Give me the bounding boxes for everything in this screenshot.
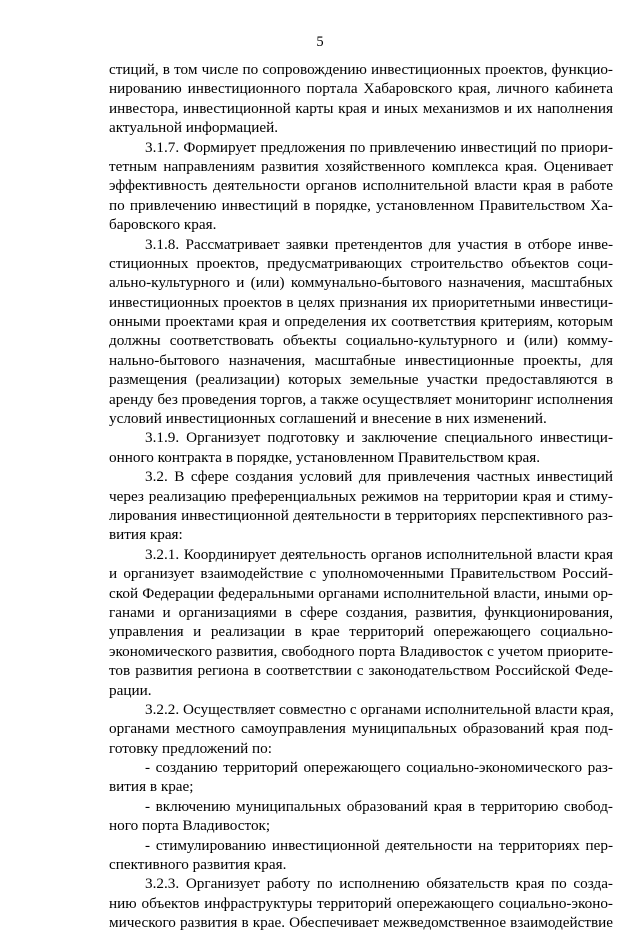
text-line: эффективность деятельности органов исполнительной власти края в работе (109, 177, 613, 195)
text-line: инвестора, инвестиционной карты края и иных механизмов и их наполнения (109, 99, 613, 117)
text-line: готовку предложений по: (109, 739, 272, 757)
text-line: рации. (109, 681, 152, 699)
text-line: управления и реализации в крае территорий опережающего социально- (109, 623, 613, 641)
text-line: ного порта Владивосток; (109, 817, 271, 835)
text-line: ской Федерации федеральными органами исполнительной власти, иными ор- (109, 584, 613, 602)
text-line: баровского края. (109, 216, 217, 234)
text-line: условий инвестиционных соглашений и внесение в них изменений. (109, 410, 547, 428)
document-body (109, 60, 613, 933)
text-line: стиционных проектов, предусматривающих строительство объектов соци- (109, 254, 613, 272)
text-line: 3.1.7. Формирует предложения по привлечению инвестиций по приори- (145, 138, 613, 156)
text-line: ально-культурного и (или) коммунально-бытового назначения, масштабных (109, 274, 613, 292)
text-line: инвестиционных проектов в целях признания их приоритетными инвестици- (109, 293, 613, 311)
text-line: по привлечению инвестиций в порядке, установленном Правительством Ха- (109, 196, 613, 214)
text-line: и организует взаимодействие с уполномоченными Правительством Россий- (109, 565, 613, 583)
text-line: аренду без проведения торгов, а также осуществляет мониторинг исполнения (109, 390, 613, 408)
text-line: 3.2.1. Координирует деятельность органов исполнительной власти края (145, 545, 613, 563)
text-line: размещения (реализации) которых земельные участки предоставляются в (109, 371, 613, 389)
text-line: нию объектов инфраструктуры территорий опережающего социально-эконо- (109, 894, 613, 912)
text-line: ганами и организациями в сфере создания, развития, функционирования, (109, 603, 613, 621)
text-line: 3.1.9. Организует подготовку и заключение специального инвестици- (145, 429, 613, 447)
text-line: - стимулированию инвестиционной деятельности на территориях пер- (145, 836, 613, 854)
text-line: 3.1.8. Рассматривает заявки претендентов для участия в отборе инве- (145, 235, 613, 253)
page-number: 5 (316, 34, 324, 50)
text-line: стиций, в том числе по сопровождению инвестиционных проектов, функцио- (109, 61, 613, 78)
text-line: онными проектами края и определения их соответствия критериям, которым (109, 313, 613, 331)
text-line: спективного развития края. (109, 856, 287, 874)
text-line: органами местного самоуправления муниципальных образований края под- (109, 720, 613, 738)
text-line: лирования инвестиционной деятельности в территориях перспективного раз- (109, 506, 613, 524)
text-line: должны соответствовать объекты социально-культурного и (или) комму- (109, 332, 613, 350)
text-line: нированию инвестиционного портала Хабаровского края, личного кабинета (109, 80, 613, 98)
text-line: онного контракта в порядке, установленном Правительством края. (109, 448, 541, 466)
text-line: вития края: (109, 526, 183, 544)
text-line: вития в крае; (109, 778, 194, 796)
text-line: тетным направлениям развития хозяйственного комплекса края. Оценивает (109, 157, 613, 175)
text-line: 3.2. В сфере создания условий для привлечения частных инвестиций (145, 468, 613, 486)
text-line: 3.2.2. Осуществляет совместно с органами исполнительной власти края, (145, 700, 614, 718)
text-line: экономического развития, свободного порта Владивосток с учетом приорите- (109, 642, 613, 660)
text-line: через реализацию преференциальных режимов на территории края и стиму- (109, 487, 613, 505)
text-line: 3.2.3. Организует работу по исполнению обязательств края по созда- (145, 875, 613, 893)
text-line: - включению муниципальных образований края в территорию свобод- (145, 797, 613, 815)
text-line: нально-бытового назначения, масштабные инвестиционные проекты, для (109, 351, 613, 369)
text-line: мического развития в крае. Обеспечивает межведомственное взаимодействие (109, 914, 613, 932)
text-line: тов развития региона в соответствии с законодательством Российской Феде- (109, 662, 613, 680)
text-line: актуальной информацией. (109, 119, 278, 137)
text-line: - созданию территорий опережающего социально-экономического раз- (145, 759, 613, 777)
